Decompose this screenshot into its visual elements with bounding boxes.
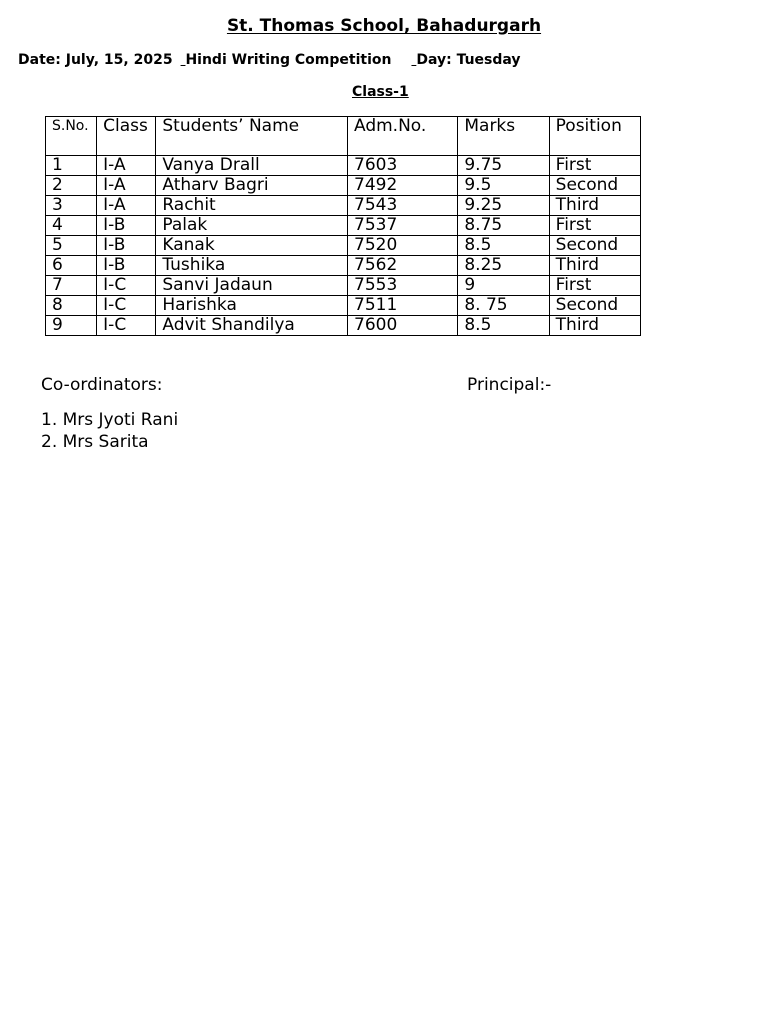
cell-sno: 3 bbox=[46, 196, 97, 216]
coordinator-item: 2. Mrs Sarita bbox=[41, 432, 149, 452]
column-header-position: Position bbox=[549, 117, 640, 156]
cell-position: First bbox=[549, 216, 640, 236]
table-row bbox=[46, 176, 641, 196]
column-header-name: Students’ Name bbox=[156, 117, 348, 156]
coordinators-label: Co-ordinators: bbox=[41, 375, 163, 395]
cell-sno: 8 bbox=[46, 296, 97, 316]
cell-position: Second bbox=[549, 296, 640, 316]
cell-adm-no: 7537 bbox=[348, 216, 458, 236]
coordinator-list bbox=[41, 409, 178, 453]
cell-class: I-A bbox=[97, 156, 156, 176]
event-date: Date: July, 15, 2025 bbox=[18, 52, 173, 68]
table-row bbox=[46, 156, 641, 176]
cell-adm-no: 7603 bbox=[348, 156, 458, 176]
cell-marks: 9.25 bbox=[458, 196, 549, 216]
cell-position: Second bbox=[549, 176, 640, 196]
cell-adm-no: 7520 bbox=[348, 236, 458, 256]
cell-position: Second bbox=[549, 236, 640, 256]
cell-name: Vanya Drall bbox=[156, 156, 348, 176]
principal-label: Principal:- bbox=[467, 375, 552, 395]
table-row bbox=[46, 216, 641, 236]
cell-name: Sanvi Jadaun bbox=[156, 276, 348, 296]
cell-marks: 8.5 bbox=[458, 316, 549, 336]
cell-adm-no: 7511 bbox=[348, 296, 458, 316]
results-table bbox=[45, 116, 641, 336]
cell-name: Advit Shandilya bbox=[156, 316, 348, 336]
cell-sno: 9 bbox=[46, 316, 97, 336]
column-header-marks: Marks bbox=[458, 117, 549, 156]
cell-name: Palak bbox=[156, 216, 348, 236]
cell-marks: 9 bbox=[458, 276, 549, 296]
cell-name: Kanak bbox=[156, 236, 348, 256]
cell-marks: 8.5 bbox=[458, 236, 549, 256]
cell-sno: 2 bbox=[46, 176, 97, 196]
cell-marks: 8.75 bbox=[458, 216, 549, 236]
cell-adm-no: 7600 bbox=[348, 316, 458, 336]
cell-name: Tushika bbox=[156, 256, 348, 276]
column-header-sno: S.No. bbox=[46, 117, 97, 156]
cell-sno: 1 bbox=[46, 156, 97, 176]
cell-marks: 8.25 bbox=[458, 256, 549, 276]
cell-name: Rachit bbox=[156, 196, 348, 216]
table-row bbox=[46, 276, 641, 296]
cell-adm-no: 7553 bbox=[348, 276, 458, 296]
cell-adm-no: 7562 bbox=[348, 256, 458, 276]
event-name: Hindi Writing Competition bbox=[185, 52, 392, 68]
school-title: St. Thomas School, Bahadurgarh bbox=[226, 16, 542, 36]
cell-name: Atharv Bagri bbox=[156, 176, 348, 196]
cell-position: Third bbox=[549, 256, 640, 276]
cell-class: I-A bbox=[97, 196, 156, 216]
cell-class: I-C bbox=[97, 316, 156, 336]
cell-marks: 8. 75 bbox=[458, 296, 549, 316]
cell-adm-no: 7492 bbox=[348, 176, 458, 196]
table-row bbox=[46, 196, 641, 216]
column-header-adm-no: Adm.No. bbox=[348, 117, 458, 156]
cell-class: I-A bbox=[97, 176, 156, 196]
class-heading: Class-1 bbox=[352, 84, 409, 100]
cell-marks: 9.5 bbox=[458, 176, 549, 196]
cell-position: Third bbox=[549, 316, 640, 336]
table-row bbox=[46, 296, 641, 316]
cell-position: First bbox=[549, 276, 640, 296]
cell-sno: 4 bbox=[46, 216, 97, 236]
cell-class: I-B bbox=[97, 236, 156, 256]
cell-adm-no: 7543 bbox=[348, 196, 458, 216]
event-day: Day: Tuesday bbox=[416, 52, 521, 68]
table-header-row bbox=[46, 117, 641, 156]
cell-marks: 9.75 bbox=[458, 156, 549, 176]
cell-position: First bbox=[549, 156, 640, 176]
cell-position: Third bbox=[549, 196, 640, 216]
table-row bbox=[46, 256, 641, 276]
cell-class: I-B bbox=[97, 216, 156, 236]
cell-sno: 5 bbox=[46, 236, 97, 256]
cell-sno: 6 bbox=[46, 256, 97, 276]
coordinator-item: 1. Mrs Jyoti Rani bbox=[41, 410, 179, 430]
cell-class: I-B bbox=[97, 256, 156, 276]
column-header-class: Class bbox=[97, 117, 156, 156]
cell-class: I-C bbox=[97, 296, 156, 316]
event-info-line bbox=[18, 52, 521, 68]
cell-name: Harishka bbox=[156, 296, 348, 316]
table-row bbox=[46, 236, 641, 256]
cell-class: I-C bbox=[97, 276, 156, 296]
cell-sno: 7 bbox=[46, 276, 97, 296]
table-row bbox=[46, 316, 641, 336]
